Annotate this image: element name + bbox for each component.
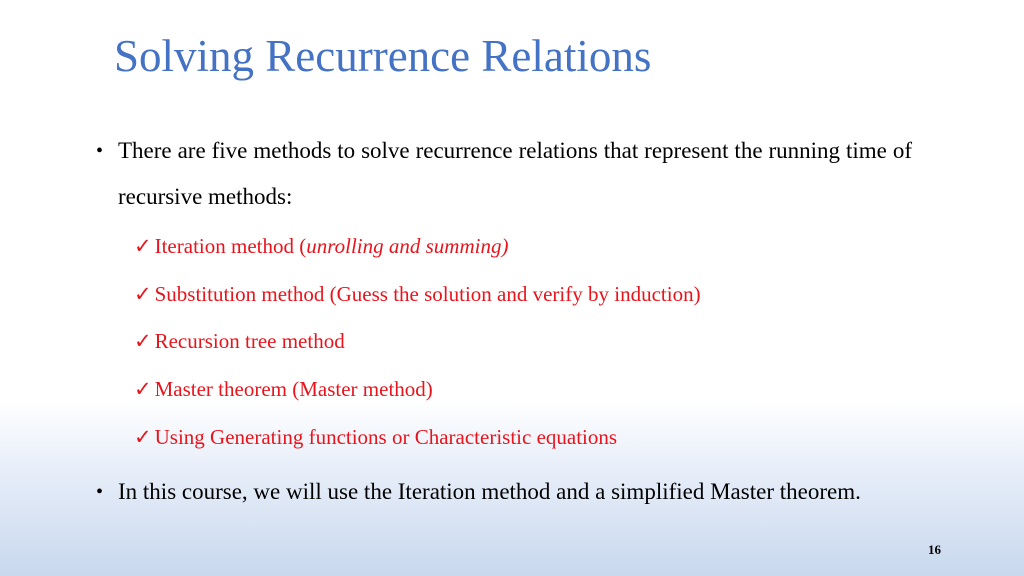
bullet-methods-intro: [96, 128, 912, 220]
checkmark-icon: ✓: [134, 282, 152, 306]
page-number: 16: [928, 542, 941, 557]
method-item-master-theorem: [134, 374, 433, 404]
method-label: Recursion tree method: [154, 329, 345, 353]
checkmark-icon: ✓: [134, 377, 152, 401]
method-label: Master theorem (Master method): [154, 377, 433, 401]
bullet-course-note: [96, 469, 912, 515]
bullet-marker: •: [96, 140, 104, 162]
method-label: Using Generating functions or Characteristic equations: [154, 425, 618, 449]
slide-title: Solving Recurrence Relations: [114, 31, 652, 81]
checkmark-icon: ✓: [134, 234, 152, 258]
method-item-generating-functions: [134, 422, 617, 452]
method-item-recursion-tree: [134, 326, 345, 356]
method-item-iteration: [134, 231, 508, 261]
method-label-italic: unrolling and summing): [306, 234, 509, 258]
method-item-substitution: [134, 279, 701, 309]
checkmark-icon: ✓: [134, 425, 152, 449]
method-label: Substitution method (Guess the solution and verify by induction): [154, 282, 701, 306]
checkmark-icon: ✓: [134, 329, 152, 353]
bullet-text: In this course, we will use the Iteration method and a simplified Master theorem.: [118, 479, 861, 504]
bullet-text: There are five methods to solve recurrence relations that represent the running time of recursive methods:: [118, 138, 912, 209]
bullet-marker: •: [96, 481, 104, 503]
method-label: Iteration method (: [154, 234, 307, 258]
